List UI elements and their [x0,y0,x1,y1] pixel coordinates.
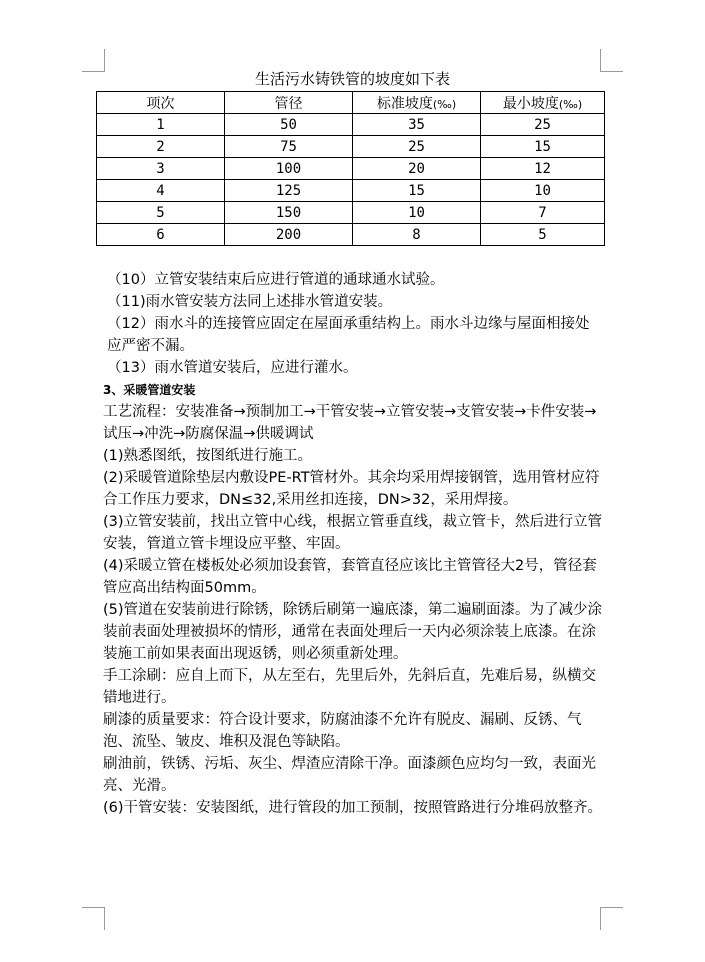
cell-min: 25 [481,114,605,136]
cell-min: 12 [481,158,605,180]
cell-min: 5 [481,224,605,246]
header-diameter: 管径 [225,92,353,114]
cell-diameter: 100 [225,158,353,180]
paragraph: (5)管道在安装前进行除锈，除锈后刷第一遍底漆，第二遍刷面漆。为了减少涂装前表面处理被损坏的情形，通常在表面处理后一天内必须涂装上底漆。在涂装施工前如果表面出现返锈，则必须重新处理。 [103,602,603,662]
cell-standard: 15 [353,180,481,202]
section-heading: 3、采暖管道安装 [103,383,196,397]
cell-standard: 25 [353,136,481,158]
paragraph: （10）立管安装结束后应进行管道的通球通水试验。 [107,272,445,288]
crop-mark-bottom-right [600,907,623,930]
body-text [103,269,603,819]
paragraph: 刷漆的质量要求：符合设计要求，防腐油漆不允许有脱皮、漏刷、反锈、气泡、流坠、皱皮、堆积及混色等缺陷。 [103,712,582,750]
table-header-row [97,92,605,114]
cell-diameter: 200 [225,224,353,246]
cell-item: 3 [97,158,225,180]
header-item-no: 项次 [97,92,225,114]
paragraph: （11)雨水管安装方法同上述排水管道安装。 [107,294,393,310]
paragraph: （13）雨水管道安装后，应进行灌水。 [107,360,358,376]
slope-table [96,91,605,246]
paragraph: 工艺流程：安装准备→预制加工→干管安装→立管安装→支管安装→卡件安装→试压→冲洗→防腐保温→供暖调试 [103,404,597,442]
cell-item: 4 [97,180,225,202]
table-row [97,158,605,180]
cell-min: 7 [481,202,605,224]
table-row [97,114,605,136]
cell-diameter: 50 [225,114,353,136]
cell-standard: 35 [353,114,481,136]
table-title: 生活污水铸铁管的坡度如下表 [254,70,450,88]
cell-item: 2 [97,136,225,158]
cell-min: 15 [481,136,605,158]
paragraph: (4)采暖立管在楼板处必须加设套管，套管直径应该比主管管径大2号，管径套管应高出结构面50mm。 [103,558,597,596]
header-min-slope: 最小坡度(‰) [481,92,605,114]
cell-standard: 20 [353,158,481,180]
cell-standard: 10 [353,202,481,224]
cell-diameter: 75 [225,136,353,158]
cell-item: 1 [97,114,225,136]
paragraph: (1)熟悉图纸，按图纸进行施工。 [103,448,313,464]
table-row [97,136,605,158]
table-row [97,224,605,246]
paragraph: (3)立管安装前，找出立管中心线，根据立管垂直线，裁立管卡，然后进行立管安装，管道立管卡埋设应平整、牢固。 [103,514,603,552]
cell-min: 10 [481,180,605,202]
unit-label: (‰) [432,97,457,111]
table-row [97,202,605,224]
paragraph: （12）雨水斗的连接管应固定在屋面承重结构上。雨水斗边缘与屋面相接处应严密不漏。 [107,316,590,354]
unit-label: (‰) [558,97,583,111]
crop-mark-bottom-left [82,907,105,930]
cell-standard: 8 [353,224,481,246]
paragraph: 刷油前，铁锈、污垢、灰尘、焊渣应清除干净。面漆颜色应均匀一致，表面光亮、光滑。 [103,756,596,794]
cell-diameter: 125 [225,180,353,202]
cell-item: 6 [97,224,225,246]
paragraph: (2)采暖管道除垫层内敷设PE-RT管材外。其余均采用焊接钢管，选用管材应符合工作压力要求，DN≤32,采用丝扣连接，DN>32，采用焊接。 [103,470,600,508]
table-row [97,180,605,202]
paragraph: (6)干管安装：安装图纸，进行管段的加工预制，按照管路进行分堆码放整齐。 [103,800,603,816]
cell-item: 5 [97,202,225,224]
header-standard-slope: 标准坡度(‰) [353,92,481,114]
paragraph: 手工涂刷：应自上而下，从左至右，先里后外，先斜后直，先难后易，纵横交错地进行。 [103,668,596,706]
cell-diameter: 150 [225,202,353,224]
